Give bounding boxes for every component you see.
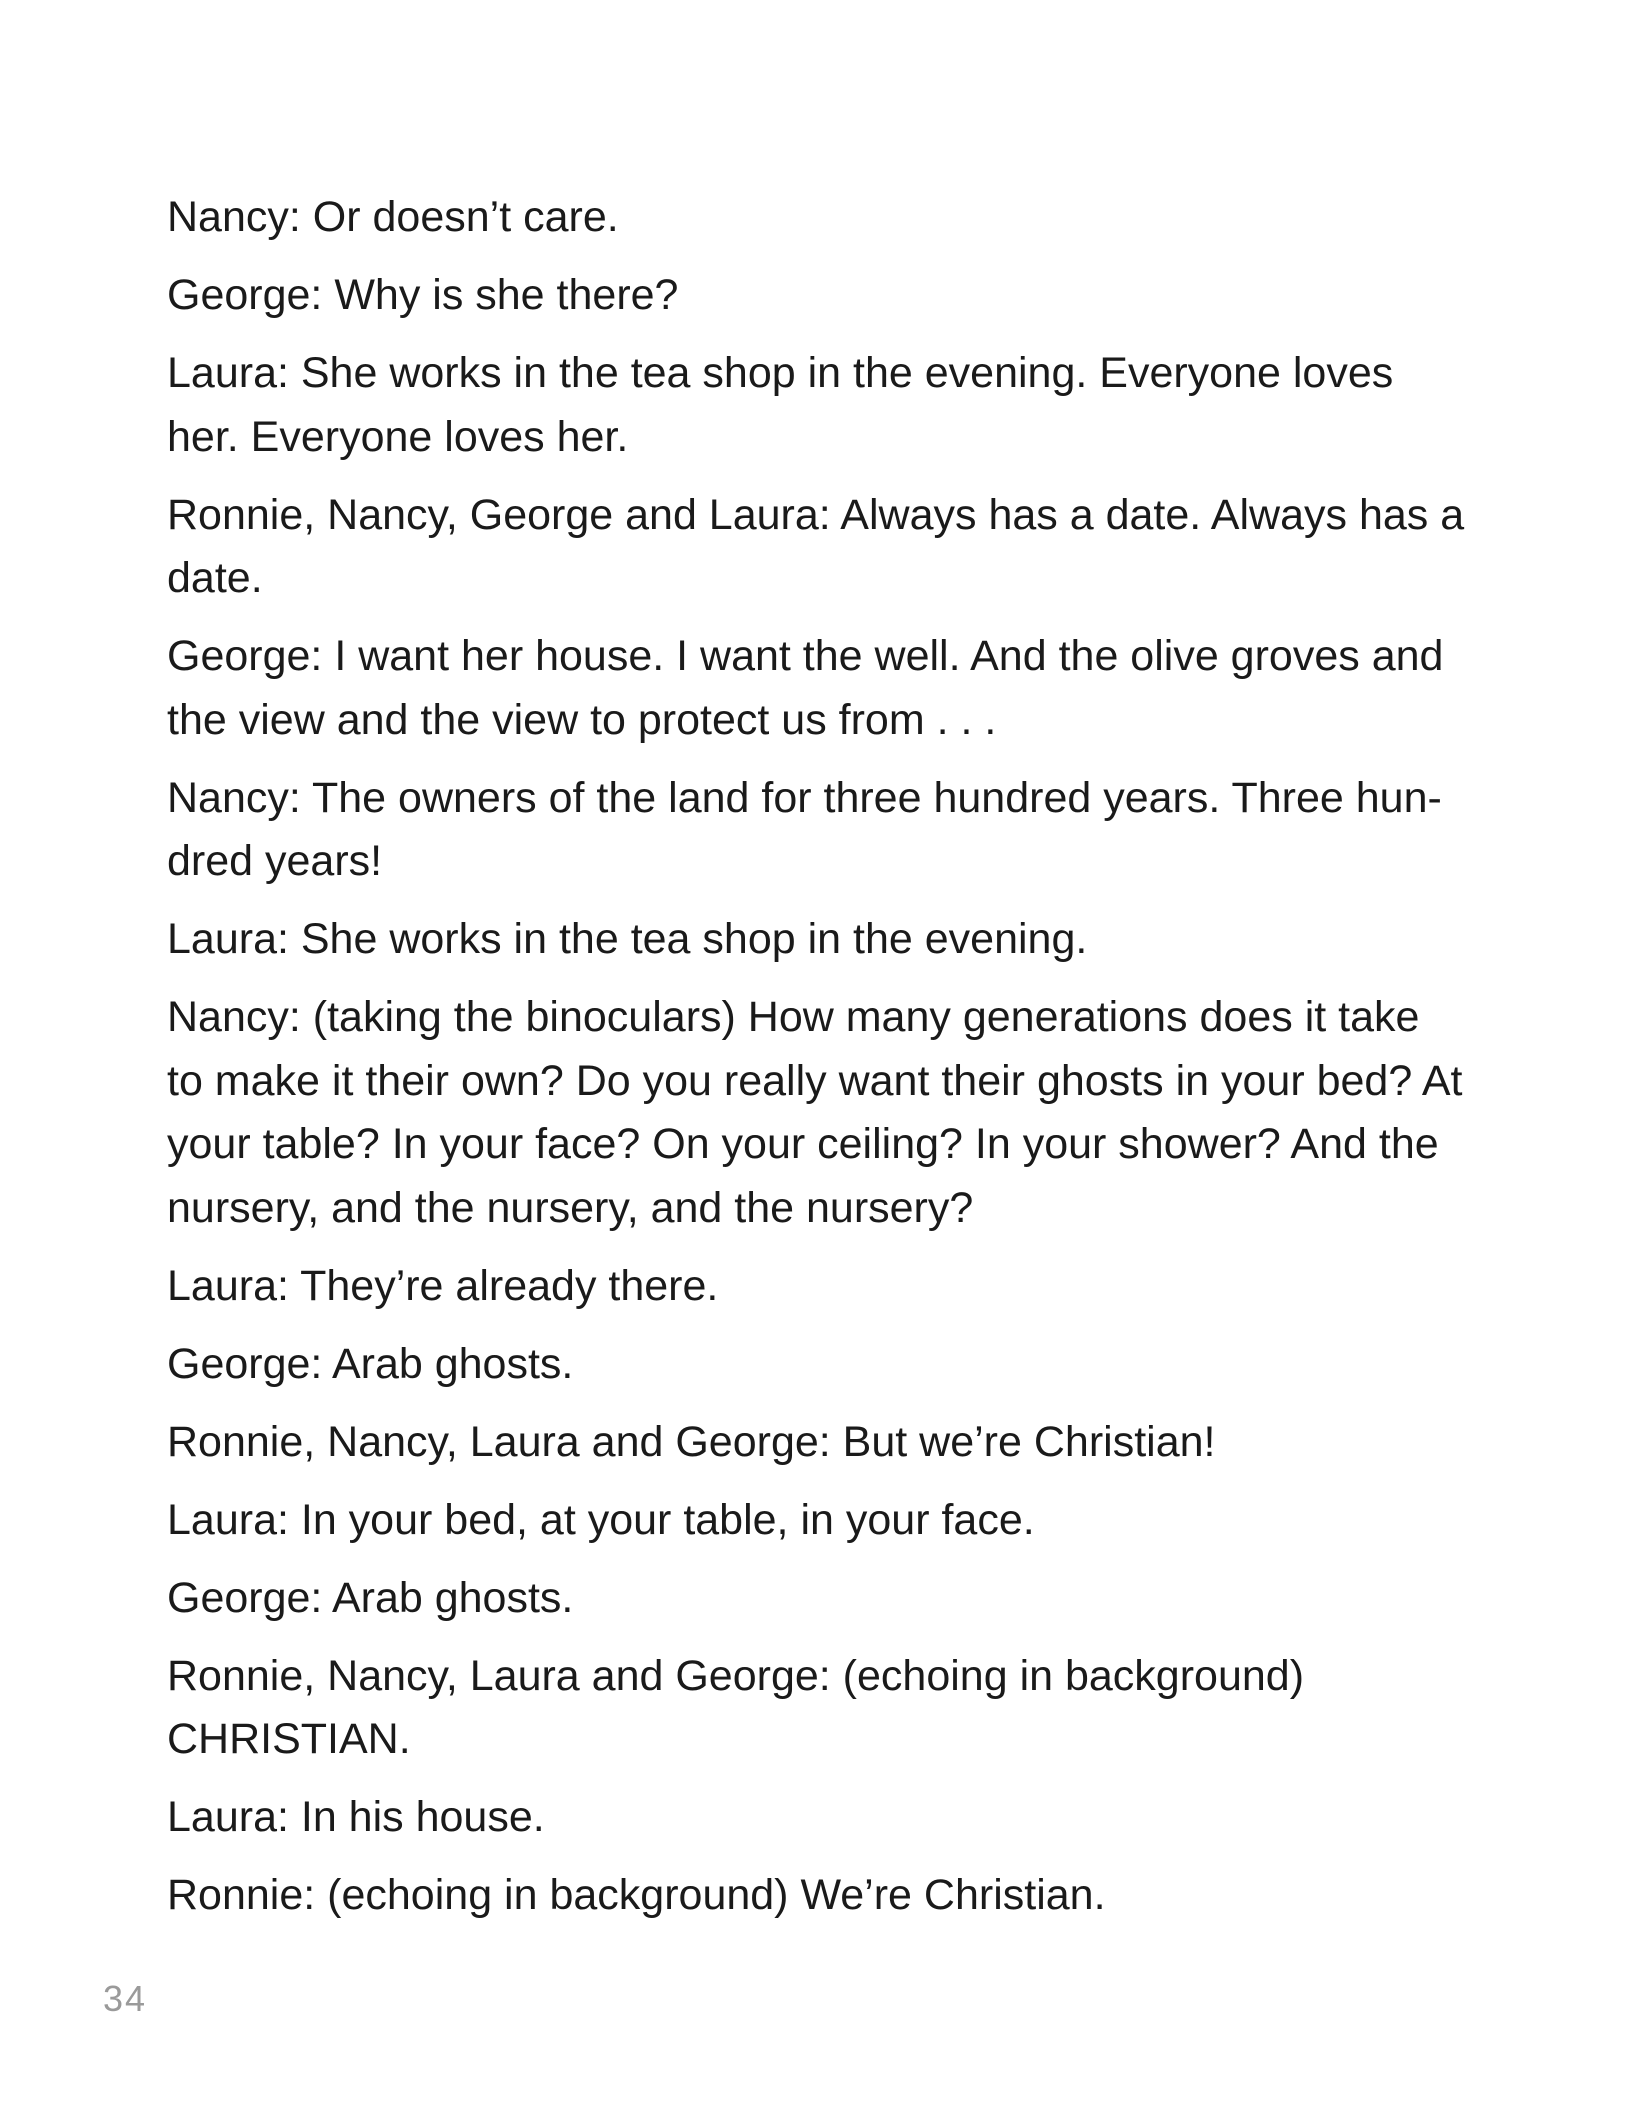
paragraph: [167, 1255, 1507, 1319]
text-line: Ronnie, Nancy, Laura and George: (echoing in background): [167, 1651, 1305, 1700]
text-line: Nancy: The owners of the land for three hundred years. Three hun-: [167, 773, 1442, 822]
text-line: George: Arab ghosts.: [167, 1573, 574, 1622]
text-line: Laura: In your bed, at your table, in your face.: [167, 1495, 1035, 1544]
script-text: [167, 186, 1507, 1928]
text-line: nursery, and the nursery, and the nursery?: [167, 1183, 974, 1232]
paragraph: [167, 986, 1507, 1240]
text-line: Laura: She works in the tea shop in the evening.: [167, 915, 1088, 963]
paragraph: [167, 1786, 1507, 1850]
text-line: Laura: In his house.: [167, 1793, 545, 1841]
paragraph: [167, 625, 1507, 752]
text-line: George: Arab ghosts.: [167, 1339, 574, 1388]
text-line: dred years!: [167, 837, 383, 885]
text-line: Nancy: (taking the binoculars) How many generations does it take: [167, 993, 1420, 1041]
text-line: the view and the view to protect us from . . .: [167, 695, 997, 744]
paragraph: [167, 908, 1507, 972]
paragraph: [167, 767, 1507, 894]
text-line: Ronnie, Nancy, George and Laura: Always has a date. Always has a: [167, 490, 1465, 539]
text-line: Ronnie: (echoing in background) We’re Christian.: [167, 1871, 1106, 1919]
text-line: your table? In your face? On your ceiling? In your shower? And the: [167, 1120, 1439, 1168]
text-line: her. Everyone loves her.: [167, 412, 629, 461]
paragraph: [167, 342, 1507, 469]
text-line: Laura: She works in the tea shop in the evening. Everyone loves: [167, 349, 1394, 397]
paragraph: [167, 1864, 1507, 1928]
text-line: date.: [167, 554, 263, 602]
paragraph: [167, 264, 1507, 328]
page-number: 34: [103, 1978, 148, 2019]
text-line: George: Why is she there?: [167, 271, 679, 319]
paragraph: [167, 186, 1507, 250]
text-line: Ronnie, Nancy, Laura and George: But we’re Christian!: [167, 1417, 1216, 1466]
text-line: CHRISTIAN.: [167, 1715, 411, 1763]
paragraph: [167, 1411, 1507, 1475]
paragraph: [167, 1645, 1507, 1772]
paragraph: [167, 1567, 1507, 1631]
paragraph: [167, 1333, 1507, 1397]
text-line: Nancy: Or doesn’t care.: [167, 193, 619, 241]
text-line: Laura: They’re already there.: [167, 1261, 719, 1310]
paragraph: [167, 1489, 1507, 1553]
text-line: to make it their own? Do you really want their ghosts in your bed? At: [167, 1056, 1463, 1105]
text-line: George: I want her house. I want the well. And the olive groves and: [167, 632, 1444, 680]
paragraph: [167, 484, 1507, 611]
